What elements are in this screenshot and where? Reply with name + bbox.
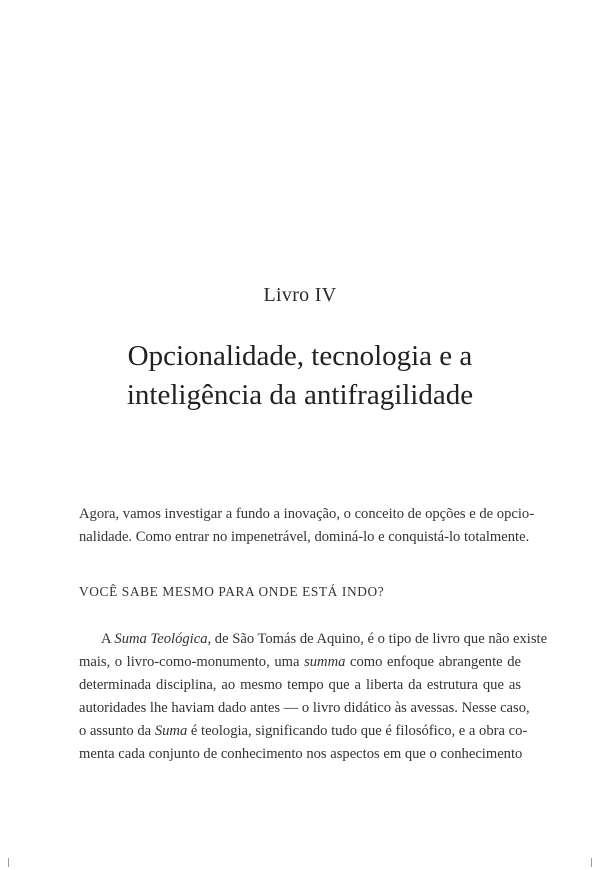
text-fragment: A xyxy=(101,631,115,647)
term-italic: summa xyxy=(304,654,346,670)
text-fragment: é teologia, significando tudo que é filosófico, e a obra co- xyxy=(187,723,528,739)
part-title-line: inteligência da antifragilidade xyxy=(126,379,474,411)
text-line xyxy=(79,720,528,743)
section-heading: VOCÊ SABE MESMO PARA ONDE ESTÁ INDO? xyxy=(79,584,385,599)
intro-paragraph xyxy=(79,503,535,549)
text-line xyxy=(79,651,521,674)
text-line: autoridades lhe haviam dado antes — o livro didático às avessas. Nesse caso, xyxy=(79,700,530,716)
text-line: determinada disciplina, ao mesmo tempo que a liberta da estrutura que as xyxy=(79,677,521,693)
book-part-label: Livro IV xyxy=(263,284,337,306)
part-title xyxy=(60,337,540,415)
text-line: menta cada conjunto de conhecimento nos aspectos em que o conhecimento xyxy=(79,746,523,762)
text-fragment: , de São Tomás de Aquino, é o tipo de livro que não existe xyxy=(207,631,548,647)
text-line: Agora, vamos investigar a fundo a inovação, o conceito de opções e de opcio- xyxy=(79,506,535,522)
crop-mark xyxy=(8,858,9,867)
book-title-italic: Suma Teológica xyxy=(114,631,208,647)
text-line: nalidade. Como entrar no impenetrável, dominá-lo e conquistá-lo totalmente. xyxy=(79,529,530,545)
text-fragment: como enfoque abrangente de xyxy=(345,654,521,670)
text-fragment: o assunto da xyxy=(79,723,155,739)
text-line xyxy=(79,628,548,651)
crop-mark xyxy=(591,858,592,867)
body-paragraph xyxy=(79,628,548,766)
part-title-line: Opcionalidade, tecnologia e a xyxy=(127,340,473,372)
text-fragment: mais, o livro-como-monumento, uma xyxy=(79,654,305,670)
book-title-italic: Suma xyxy=(154,723,188,739)
